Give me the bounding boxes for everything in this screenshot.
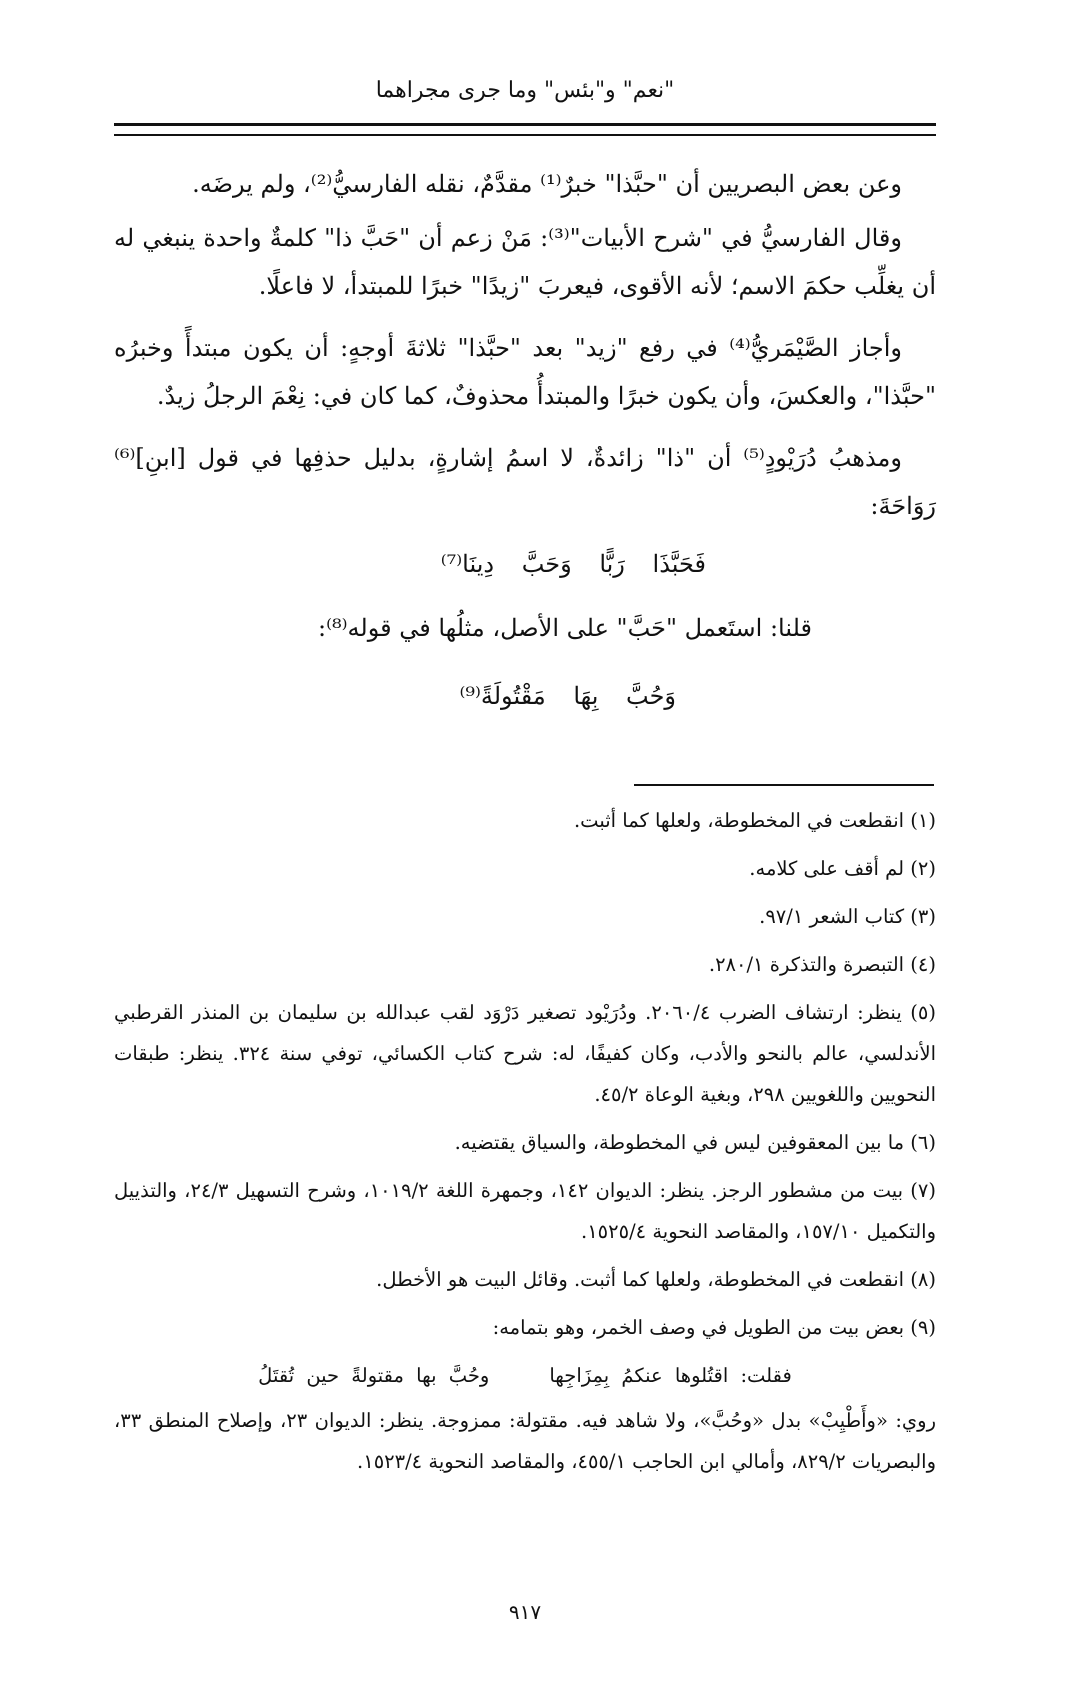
paragraph-2: وقال الفارسيُّ في "شرح الأبيات"⁽³⁾: مَنْ زعم أن "حَبَّ ذا" كلمةٌ واحدة ينبغي له أن يغلِّب حكمَ الاسم؛ لأنه الأقوى، فيعربَ "زيدًا" خبرًا للمبتدأ، لا فاعلًا. — [114, 224, 936, 300]
footnote-verse — [114, 1355, 936, 1396]
footnote-9-continued: روي: «وأَطْيِبْ» بدل «وحُبَّ»، ولا شاهد فيه. مقتولة: ممزوجة. ينظر: الديوان ٢٣، وإصلاح المنطق ٣٣، والبصريات ٨٢٩/٢، وأمالي ابن الحاجب ٤٥٥/١، والمقاصد النحوية ١٥٢٣/٤. — [114, 1409, 937, 1473]
footnote-4: (٤) التبصرة والتذكرة ٢٨٠/١. — [708, 953, 936, 976]
footnote-separator — [634, 784, 934, 786]
running-header: "نعم" و"بئس" وما جرى مجراهما — [375, 78, 675, 103]
verse-line-1: فَحَبَّذَا رَبًّا وَحَبَّ دِينَا⁽⁷⁾ — [440, 550, 706, 578]
footnote-2: (٢) لم أقف على كلامه. — [749, 857, 936, 880]
footnote-6: (٦) ما بين المعقوفين ليس في المخطوطة، والسياق يقتضيه. — [454, 1131, 936, 1154]
header-rule-thick — [114, 123, 936, 126]
header-rule-thin — [114, 134, 936, 136]
footnote-verse-second-hemistich: وحُبَّ بها مقتولةً حين تُقتَلُ — [258, 1364, 490, 1387]
footnote-9: (٩) بعض بيت من الطويل في وصف الخمر، وهو بتمامه: — [492, 1316, 936, 1339]
footnote-7: (٧) بيت من مشطور الرجز. ينظر: الديوان ١٤٢، وجمهرة اللغة ١٠١٩/٢، وشرح التسهيل ٢٤/٣، والتذييل والتكميل ١٥٧/١٠، والمقاصد النحوية ١٥٢٥/٤. — [114, 1179, 936, 1243]
main-text — [114, 160, 936, 736]
footnote-verse-first-hemistich: فقلت: اقتُلوها عنكمُ بِمِزَاجِها — [549, 1364, 792, 1387]
footnote-1: (١) انقطعت في المخطوطة، ولعلها كما أثبت. — [573, 809, 936, 832]
paragraph-3: وأجاز الصَّيْمَريُّ⁽⁴⁾ في رفع "زيد" بعد "حبَّذا" ثلاثةَ أوجهٍ: أن يكون مبتدأً وخبرُه "حبَّذا"، والعكسَ، وأن يكون خبرًا والمبتدأُ محذوفٌ، كما كان في: نِعْمَ الرجلُ زيدٌ. — [114, 334, 936, 410]
footnote-5: (٥) ينظر: ارتشاف الضرب ٢٠٦٠/٤. ودُرَيْود تصغير دَرْوَد لقب عبدالله بن سليمان بن المنذر القرطبي الأندلسي، عالم بالنحو والأدب، وكان كفيفًا، له: شرح كتاب الكسائي، توفي سنة ٣٢٤. ينظر: طبقات النحويين واللغويين ٢٩٨، وبغية الوعاة ٤٥/٢. — [114, 1001, 936, 1106]
paragraph-4: ومذهبُ دُرَيْودٍ⁽⁵⁾ أن "ذا" زائدةٌ، لا اسمُ إشارةٍ، بدليل حذفِها في قول [ابنِ]⁽⁶⁾ رَوَاحَةَ: — [114, 444, 936, 520]
page-number: ٩١٧ — [508, 1600, 542, 1624]
footnote-3: (٣) كتاب الشعر ٩٧/١. — [759, 905, 936, 928]
verse-line-2: وَحُبَّ بِهَا مَقْتُولَةً⁽⁹⁾ — [459, 682, 676, 710]
footnotes — [114, 800, 936, 1489]
footnote-8: (٨) انقطعت في المخطوطة، ولعلها كما أثبت. وقائل البيت هو الأخطل. — [376, 1268, 936, 1291]
paragraph-1: وعن بعض البصريين أن "حبَّذا" خبرٌ⁽¹⁾ مقدَّمٌ، نقله الفارسيُّ⁽²⁾، ولم يرضَه. — [192, 170, 902, 198]
paragraph-5: قلنا: استَعمل "حَبَّ" على الأصل، مثلُها في قوله⁽⁸⁾: — [318, 614, 812, 642]
